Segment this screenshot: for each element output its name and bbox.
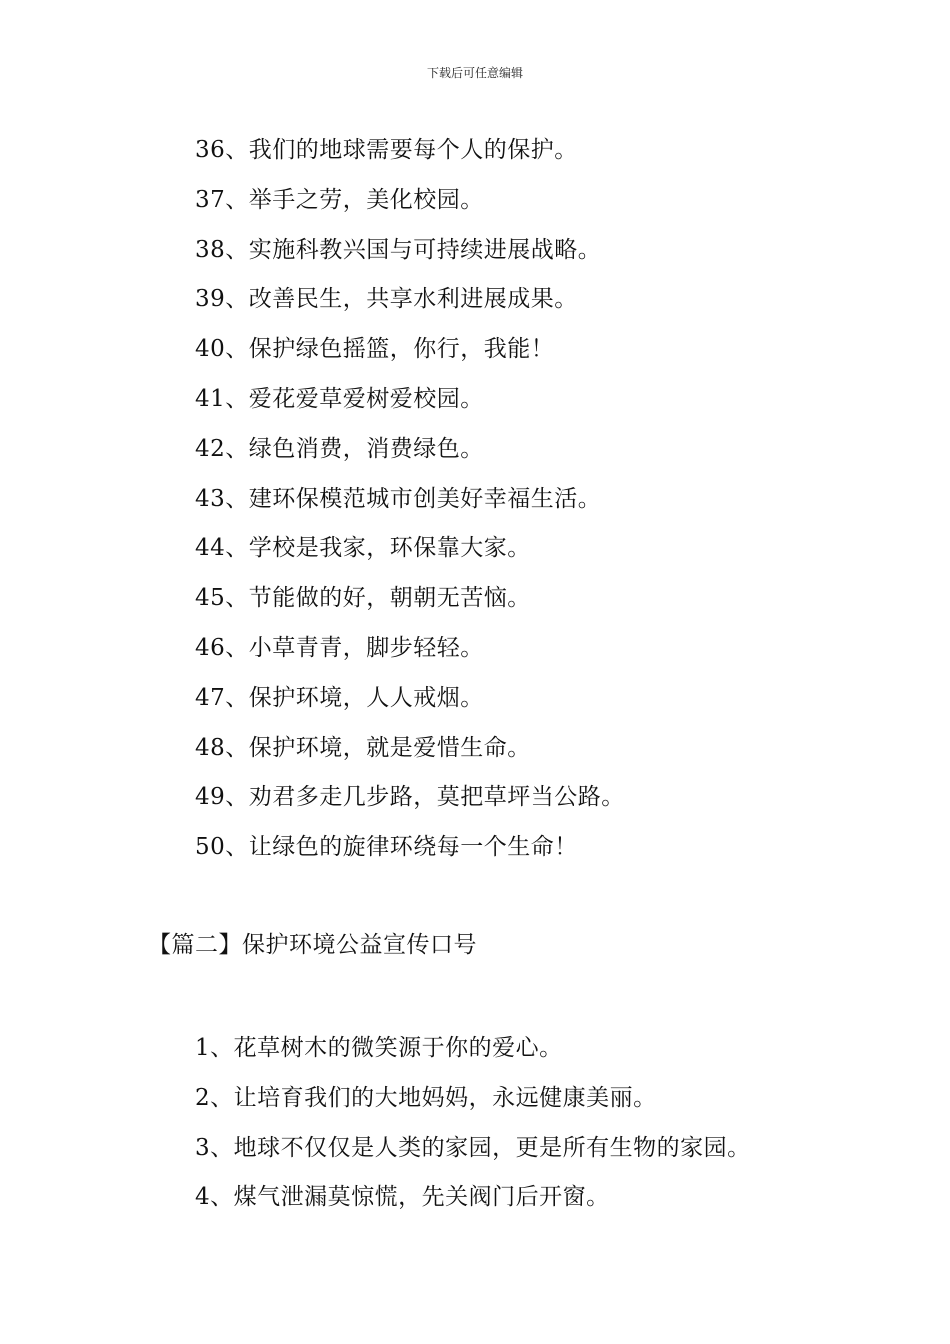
- list-item: 41、爱花爱草爱树爱校园。: [195, 385, 484, 412]
- list-item: 49、劝君多走几步路，莫把草坪当公路。: [195, 784, 625, 811]
- list-item: 40、保护绿色摇篮，你行，我能！: [195, 336, 555, 363]
- list-item: 4、煤气泄漏莫惊慌，先关阀门后开窗。: [195, 1184, 610, 1211]
- page-header: 下载后可任意编辑: [426, 66, 523, 80]
- list-item: 38、实施科教兴国与可持续进展战略。: [195, 236, 602, 263]
- list-item: 39、改善民生，共享水利进展成果。: [195, 286, 578, 313]
- list-item: 37、举手之劳，美化校园。: [195, 186, 484, 213]
- list-item: 48、保护环境，就是爱惜生命。: [195, 734, 531, 761]
- list-item: 3、地球不仅仅是人类的家园，更是所有生物的家园。: [195, 1134, 751, 1161]
- list-item: 43、建环保模范城市创美好幸福生活。: [195, 485, 602, 512]
- list-item: 2、让培育我们的大地妈妈，永远健康美丽。: [195, 1084, 657, 1111]
- list-item: 36、我们的地球需要每个人的保护。: [195, 137, 578, 163]
- list-item: 50、让绿色的旋律环绕每一个生命！: [195, 834, 578, 861]
- slogan-list-1: [195, 133, 625, 880]
- list-item: 1、花草树木的微笑源于你的爱心。: [195, 1035, 563, 1061]
- list-item: 46、小草青青，脚步轻轻。: [195, 634, 484, 661]
- slogan-list-2: [195, 1031, 751, 1230]
- list-item: 42、绿色消费，消费绿色。: [195, 435, 484, 462]
- section-heading: 【篇二】保护环境公益宣传口号: [148, 932, 477, 958]
- list-item: 47、保护环境，人人戒烟。: [195, 684, 484, 711]
- list-item: 45、节能做的好，朝朝无苦恼。: [195, 585, 531, 612]
- list-item: 44、学校是我家，环保靠大家。: [195, 535, 531, 562]
